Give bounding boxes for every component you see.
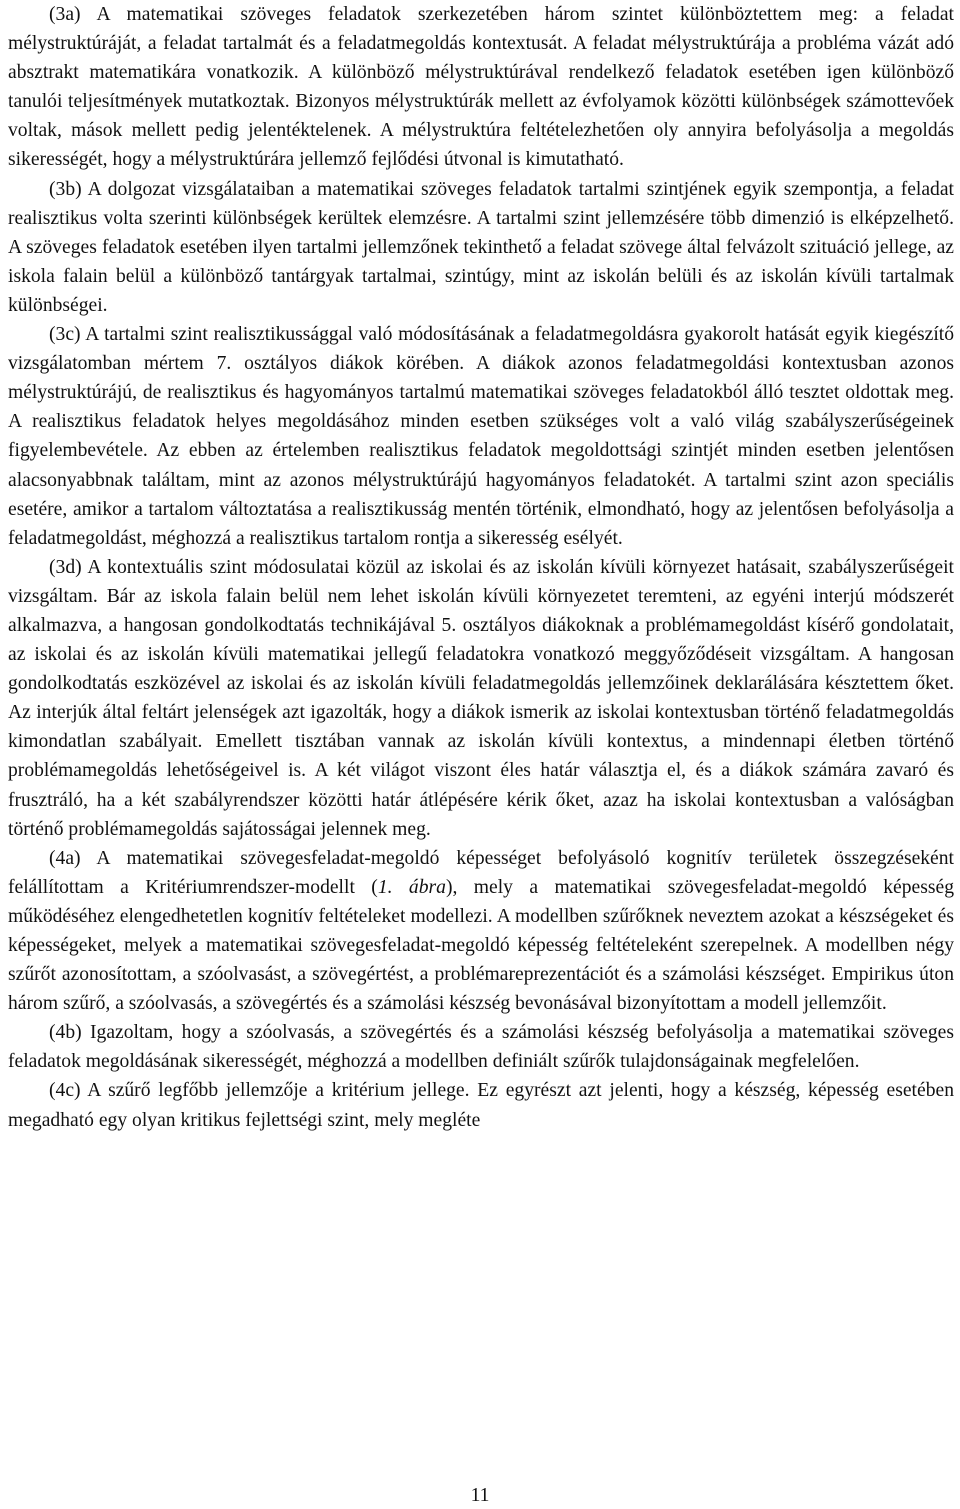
paragraph-3c [8, 320, 954, 553]
paragraph-4c [8, 1076, 954, 1134]
paragraph-text: (4c) A szűrő legfőbb jellemzője a kritérium jellege. Ez egyrészt azt jelenti, hogy a készség, képesség esetében megadható egy olyan kritikus fejlettségi szint, mely megléte [8, 1080, 954, 1131]
paragraph-3a [8, 0, 954, 175]
paragraph-text: (3a) A matematikai szöveges feladatok szerkezetében három szintet különböztettem meg: a feladat mélystruktúráját, a feladat tartalmát és a feladatmegoldás kontextusát. A feladat mélystruktúrája a probléma vázát adó absztrakt matematikára vonatkozik. A különböző mélystruktúrával rendelkező feladatok esetében igen különböző tanulói teljesítmények mutatkoztak. Bizonyos mélystruktúrák mellett az évfolyamok közötti különbségek számottevőek voltak, mások mellett pedig jelentéktelenek. A mélystruktúra feltételezhetően oly annyira befolyásolja a megoldás sikerességét, hogy a mélystruktúrára jellemző fejlődési útvonal is kimutatható. [8, 4, 954, 171]
paragraph-text: (3c) A tartalmi szint realisztikussággal való módosításának a feladatmegoldásra gyakorolt hatását egyik kiegészítő vizsgálatomban mértem 7. osztályos diákok körében. A diákok azonos feladatmegoldási kontextusban azonos mélystruktúrájú, de realisztikus és hagyományos tartalmú matematikai szöveges feladatokból álló tesztet oldottak meg. A realisztikus feladatok helyes megoldásához minden esetben szükséges volt a való világ szabályszerűségeinek figyelembevétele. Az ebben az értelemben realisztikus feladatok megoldottsági szintjét minden esetben jelentősen alacsonyabbnak találtam, mint az azonos mélystruktúrájú hagyományos feladatokét. A tartalmi szint azon speciális esetére, amikor a tartalom változtatása a realisztikusság mentén történik, elmondható, hogy az jelentősen befolyásolja a feladatmegoldást, méghozzá a realisztikus tartalom rontja a sikeresség esélyét. [8, 324, 954, 549]
paragraph-text: (4a) A matematikai szövegesfeladat-megoldó képességet befolyásoló kognitív területek összegzéseként felállítottam a Kritériumrendszer-modellt ( [8, 847, 954, 898]
paragraph-text: (3d) A kontextuális szint módosulatai közül az iskolai és az iskolán kívüli környezet hatásait, szabályszerűségeit vizsgáltam. Bár az iskola falain belül nem lehet iskolán kívüli környezetet teremteni, az egyéni interjú módszerét alkalmazva, a hangosan gondolkodtatás technikájával 5. osztályos diákoknak a problémamegoldást kísérő gondolatait, az iskolai és az iskolán kívüli matematikai jellegű feladatokra vonatkozó meggyőződéseit vizsgáltam. A hangosan gondolkodtatás eszközével az iskolai és az iskolán kívüli feladatmegoldás jellemzőinek deklarálására késztettem őket. Az interjúk által feltárt jelenségek azt igazolták, hogy a diákok ismerik az iskolai kontextusban történő feladatmegoldás kimondatlan szabályait. Emellett tisztában vannak az iskolán kívüli kontextus, a mindennapi életben történő problémamegoldás lehetőségeivel is. A két világot viszont éles határ választja el, és a diákok számára zavaró és frusztráló, ha a két szabályrendszer közötti határ átlépésére kérik őket, azaz ha iskolai kontextusban a valóságban történő problémamegoldás sajátosságai jelennek meg. [8, 556, 954, 840]
paragraph-text: ), mely a matematikai szövegesfeladat-megoldó képesség működéséhez elengedhetetlen kognitív feltételeket modellezi. A modellben szűrőknek neveztem azokat a készségeket és képességeket, melyek a matematikai szövegesfeladat-megoldó képesség feltételeként szerepelnek. A modellben négy szűrőt azonosítottam, a szóolvasást, a szövegértést, a problémareprezentációt és a számolási készséget. Empirikus úton három szűrő, a szóolvasás, a szövegértés és a számolási készség bevonásával bizonyítottam a modell jellemzőit. [8, 876, 954, 1015]
paragraph-3d [8, 553, 954, 844]
paragraph-3b [8, 175, 954, 320]
paragraph-text: (4b) Igazoltam, hogy a szóolvasás, a szövegértés és a számolási készség befolyásolja a matematikai szöveges feladatok megoldásának sikerességét, méghozzá a modellben definiált szűrők tulajdonságainak megfelelően. [8, 1022, 954, 1073]
paragraph-4a [8, 844, 954, 1019]
figure-reference: 1. ábra [377, 876, 446, 898]
page-number: 11 [470, 1485, 490, 1506]
paragraph-4b [8, 1018, 954, 1076]
document-body [8, 0, 954, 1135]
paragraph-text: (3b) A dolgozat vizsgálataiban a matematikai szöveges feladatok tartalmi szintjének egyik szempontja, a feladat realisztikus volta szerinti különbségek kerültek elemzésre. A tartalmi szint jellemzésére több dimenzió is elképzelhető. A szöveges feladatok esetében ilyen tartalmi jellemzőnek tekinthető a feladat szövege által felvázolt szituáció jellege, az iskola falain belül a különböző tantárgyak tartalmai, szintúgy, mint az iskolán belüli és az iskolán kívüli tartalmak különbségei. [8, 178, 954, 316]
